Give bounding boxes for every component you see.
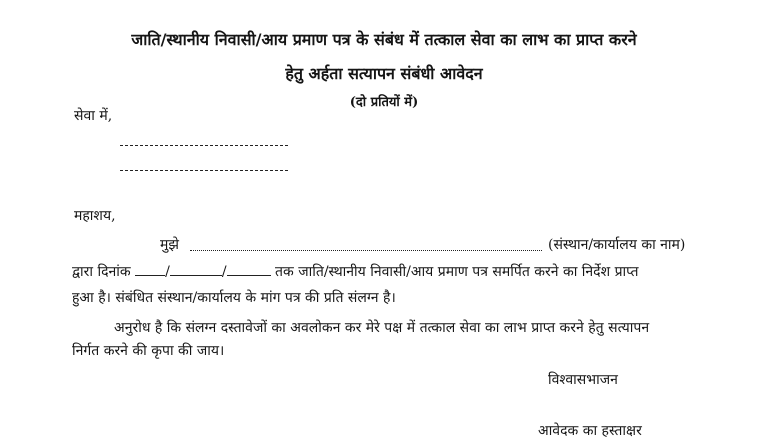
date-month-blank: [170, 263, 222, 276]
date-year-blank: [227, 263, 271, 276]
institution-name-label: (संस्थान/कार्यालय का नाम): [548, 237, 686, 253]
para2-line2: निर्गत करने की कृपा की जाय।: [72, 343, 225, 359]
date-sep-2: /: [221, 264, 227, 280]
greeting: महाशय,: [74, 208, 116, 224]
para1-line2: हुआ है। संबंधित संस्थान/कार्यालय के मांग पत्र की प्रति संलग्न है।: [72, 290, 396, 306]
date-suffix: तक जाति/स्थानीय निवासी/आय प्रमाण पत्र समर्पित करने का निर्देश प्राप्त: [275, 264, 639, 280]
date-prefix: द्वारा दिनांक: [72, 264, 131, 280]
para2-line1: अनुरोध है कि संलग्न दस्तावेजों का अवलोकन कर मेरे पक्ष में तत्काल सेवा का लाभ प्राप्त करने हेतु सत्यापन: [114, 320, 650, 336]
institution-name-blank: [190, 250, 542, 251]
address-blank-line-1: [120, 145, 288, 146]
date-line: [72, 262, 638, 281]
form-title-line-2: हेतु अर्हता सत्यापन संबंधी आवेदन: [285, 64, 483, 83]
salutation-to: सेवा में,: [74, 108, 113, 124]
date-day-blank: [135, 263, 165, 276]
date-sep-1: /: [165, 264, 170, 280]
address-blank-line-2: [120, 170, 288, 171]
closing: विश्वासभाजन: [548, 372, 618, 388]
me-label: मुझे: [160, 237, 179, 253]
form-title-line-1: जाति/स्थानीय निवासी/आय प्रमाण पत्र के संबंध में तत्काल सेवा का लाभ का प्राप्त करने: [131, 30, 637, 49]
form-subtitle: (दो प्रतियों में): [349, 95, 419, 110]
signature-label: आवेदक का हस्ताक्षर: [538, 423, 642, 439]
